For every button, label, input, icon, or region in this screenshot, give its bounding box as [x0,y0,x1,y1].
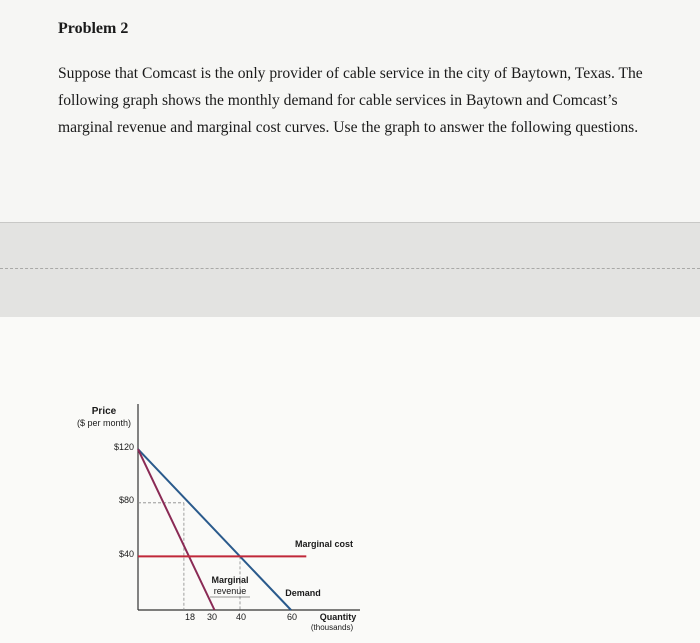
y-tick-label-40: $40 [118,549,134,559]
y-axis-title: Price [91,406,117,417]
marginal-cost-label: Marginal cost [294,539,354,549]
x-tick-label-40: 40 [235,612,247,622]
answer-band [0,222,700,318]
x-axis-title: Quantity [319,612,357,622]
x-tick-label-60: 60 [286,612,298,622]
monopoly-chart [0,317,700,643]
x-axis-unit: (thousands) [310,623,354,632]
marginal-revenue-label-line1: Marginal [211,575,249,585]
chart-area [0,317,700,643]
y-axis-unit: ($ per month) [76,418,132,428]
dashed-divider [0,268,700,269]
demand-label: Demand [285,588,321,598]
marginal-revenue-label-line2: revenue [213,586,247,596]
marginal-revenue-curve [138,449,215,610]
y-tick-label-120: $120 [113,442,134,452]
problem-text: Suppose that Comcast is the only provider of cable service in the city of Baytown, Texas. The following graph shows the monthly demand for cable services in Baytown and Comcast’s marginal revenue and marginal cost curves. Use the graph to answer the following questions. [58,65,643,136]
x-tick-label-30: 30 [206,612,218,622]
problem-title: Problem 2 [58,20,129,37]
problem-section [0,0,700,222]
x-tick-label-18: 18 [184,612,196,622]
y-tick-label-80: $80 [118,495,134,505]
